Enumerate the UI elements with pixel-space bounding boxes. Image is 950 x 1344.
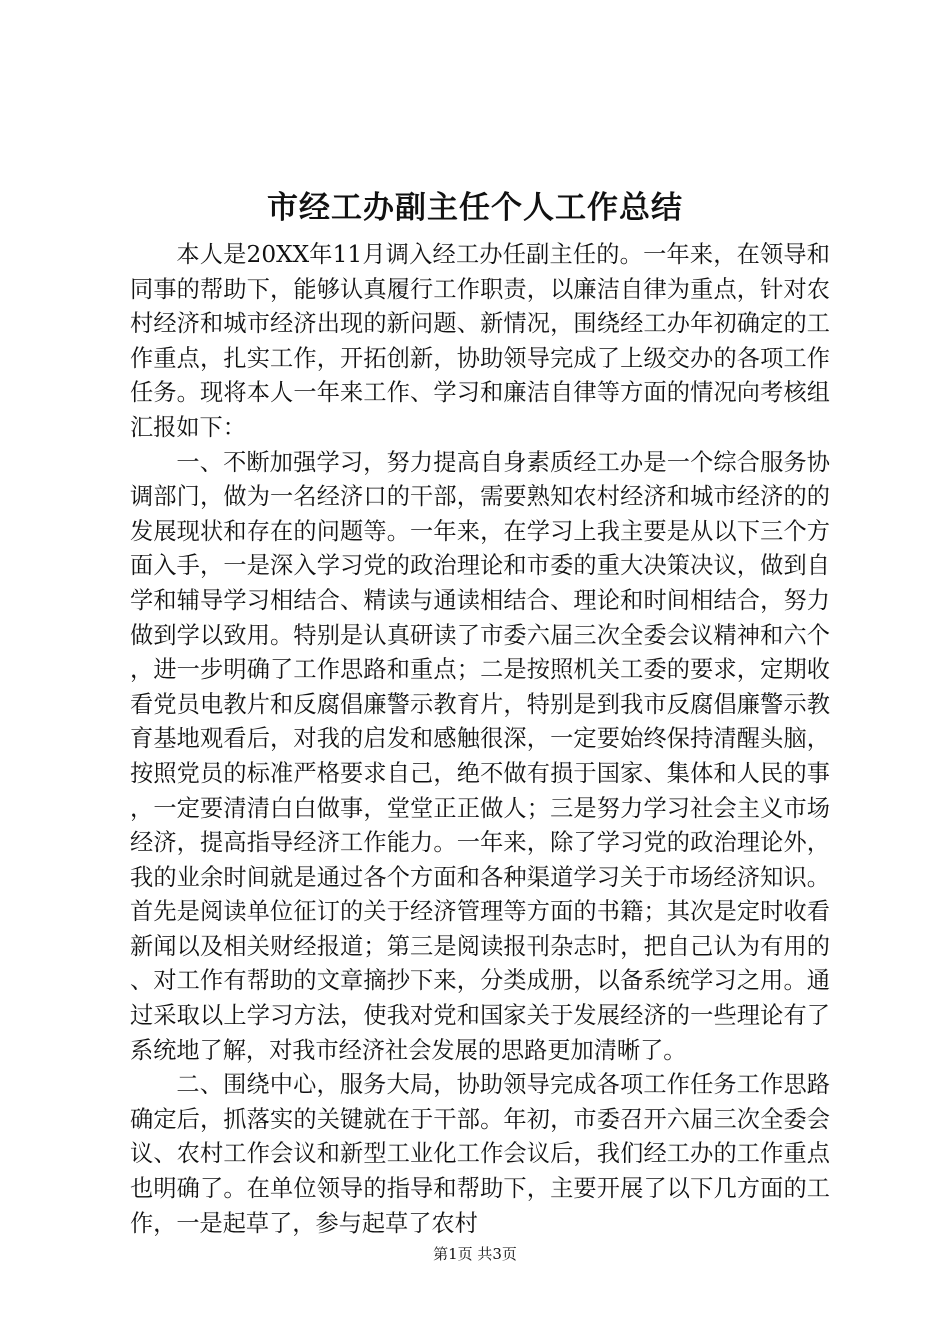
paragraph-section-two: 二、围绕中心，服务大局，协助领导完成各项工作任务工作思路确定后，抓落实的关键就在于干部。年初，市委召开六届三次全委会议、农村工作会议和新型工业化工作会议后，我们经工办的工作重点也明确了。在单位领导的指导和帮助下，主要开展了以下几方面的工作，一是起草了，参与起草了农村 xyxy=(130,1071,830,1237)
paragraph-section-one: 一、不断加强学习，努力提高自身素质经工办是一个综合服务协调部门，做为一名经济口的干部，需要熟知农村经济和城市经济的的发展现状和存在的问题等。一年来，在学习上我主要是从以下三个方面入手，一是深入学习党的政治理论和市委的重大决策决议，做到自学和辅导学习相结合、精读与通读相结合、理论和时间相结合，努力做到学以致用。特别是认真研读了市委六届三次全委会议精神和六个，进一步明确了工作思路和重点；二是按照机关工委的要求，定期收看党员电教片和反腐倡廉警示教育片，特别是到我市反腐倡廉警示教育基地观看后，对我的启发和感触很深，一定要始终保持清醒头脑，按照党员的标准严格要求自己，绝不做有损于国家、集体和人民的事，一定要清清白白做事，堂堂正正做人；三是努力学习社会主义市场经济，提高指导经济工作能力。一年来，除了学习党的政治理论外，我的业余时间就是通过各个方面和各种渠道学习关于市场经济知识。首先是阅读单位征订的关于经济管理等方面的书籍；其次是定时收看新闻以及相关财经报道；第三是阅读报刊杂志时，把自己认为有用的、对工作有帮助的文章摘抄下来，分类成册，以备系统学习之用。通过采取以上学习方法，使我对党和国家关于发展经济的一些理论有了系统地了解，对我市经济社会发展的思路更加清晰了。 xyxy=(130,448,830,1064)
document-body xyxy=(130,238,830,1241)
document-title: 市经工办副主任个人工作总结 xyxy=(267,190,683,226)
paragraph-intro: 本人是20XX年11月调入经工办任副主任的。一年来，在领导和同事的帮助下，能够认真履行工作职责，以廉洁自律为重点，针对农村经济和城市经济出现的新问题、新情况，围绕经工办年初确定的工作重点，扎实工作，开拓创新，协助领导完成了上级交办的各项工作任务。现将本人一年来工作、学习和廉洁自律等方面的情况向考核组汇报如下： xyxy=(130,241,830,441)
page-number-footer: 第1页 共3页 xyxy=(433,1245,517,1263)
